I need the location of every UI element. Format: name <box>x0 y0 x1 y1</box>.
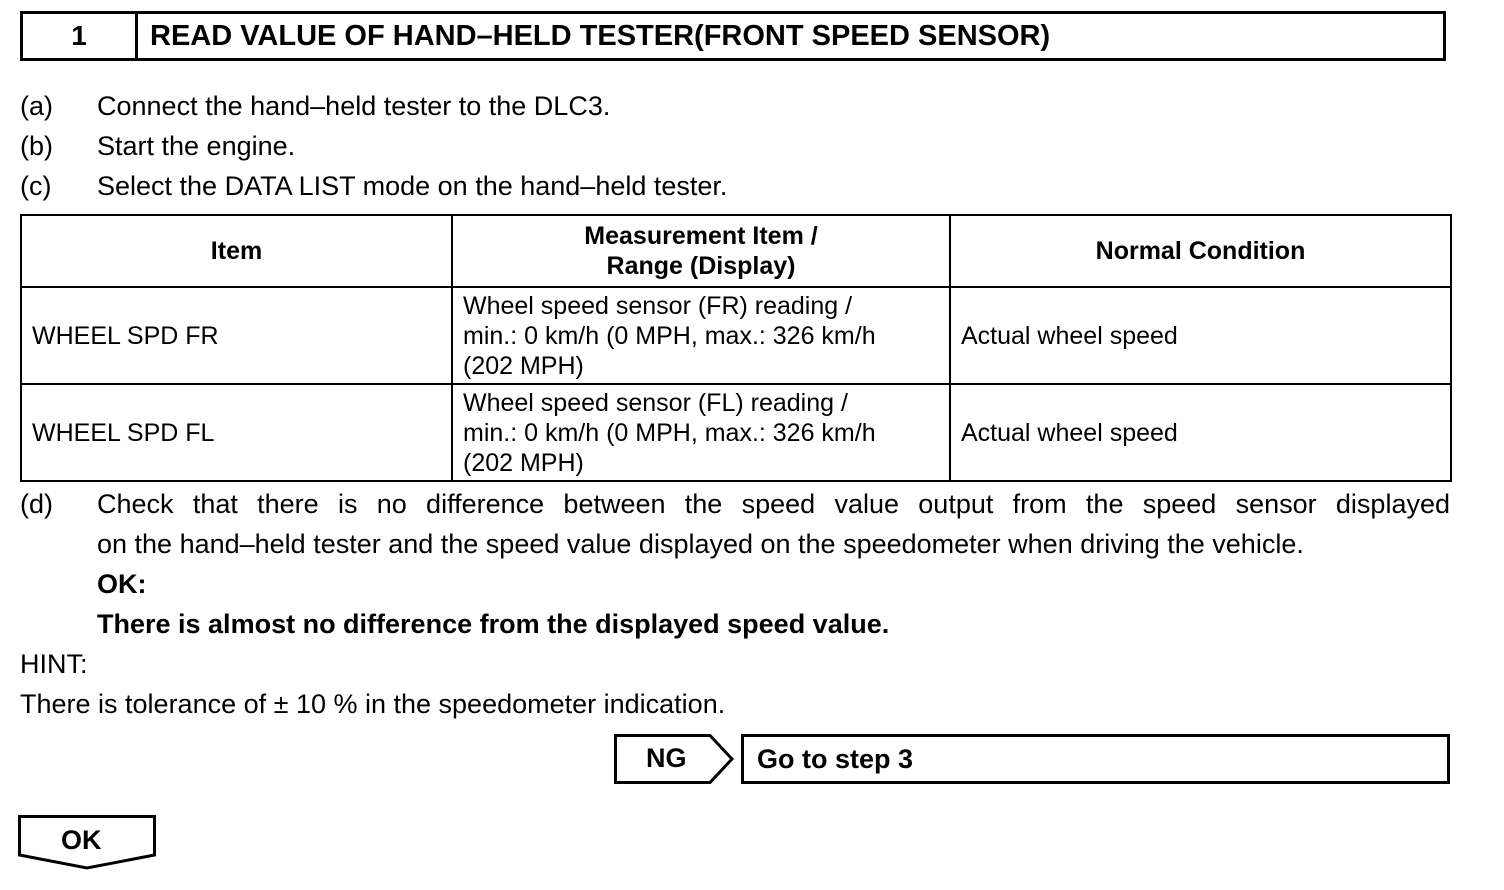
ok-spec-label: OK: <box>97 569 147 599</box>
header-item: Item <box>21 215 452 287</box>
ok-spec-text: There is almost no difference from the displayed speed value. <box>97 609 890 639</box>
data-list-table <box>20 214 1452 482</box>
measurement-line: Wheel speed sensor (FR) reading / <box>463 291 853 320</box>
cell-normal-condition: Actual wheel speed <box>950 384 1451 481</box>
cell-measurement <box>452 287 950 384</box>
table-row <box>21 384 1451 481</box>
instruction-text: Connect the hand–held tester to the DLC3. <box>97 91 611 121</box>
cell-item: WHEEL SPD FR <box>21 287 452 384</box>
instruction-letter: (c) <box>20 171 52 201</box>
ng-goto-box[interactable]: Go to step 3 <box>741 734 1450 784</box>
header-normal-condition: Normal Condition <box>950 215 1451 287</box>
header-measurement <box>452 215 950 287</box>
ok-branch[interactable] <box>18 815 156 870</box>
step-number: 1 <box>23 14 138 58</box>
hint-label: HINT: <box>20 649 88 679</box>
table-row <box>21 287 1451 384</box>
cell-measurement <box>452 384 950 481</box>
step-header <box>20 11 1446 61</box>
ok-label: OK <box>61 825 102 855</box>
measurement-line: min.: 0 km/h (0 MPH, max.: 326 km/h <box>463 321 876 350</box>
instruction-text: Select the DATA LIST mode on the hand–held tester. <box>97 171 728 201</box>
measurement-line: Wheel speed sensor (FL) reading / <box>463 388 848 417</box>
ng-label: NG <box>646 743 687 773</box>
instruction-letter: (b) <box>20 131 53 161</box>
header-measurement-line1: Measurement Item / <box>584 222 818 250</box>
header-measurement-line2: Range (Display) <box>606 252 796 280</box>
measurement-line: min.: 0 km/h (0 MPH, max.: 326 km/h <box>463 418 876 447</box>
cell-normal-condition: Actual wheel speed <box>950 287 1451 384</box>
instruction-letter: (d) <box>20 489 53 519</box>
instruction-letter: (a) <box>20 91 53 121</box>
check-line-1: Check that there is no difference between the speed value output from the speed sensor displayed <box>97 489 1450 519</box>
measurement-line: (202 MPH) <box>463 351 584 380</box>
table-header-row <box>21 215 1451 287</box>
hint-text: There is tolerance of ± 10 % in the speedometer indication. <box>20 689 726 719</box>
measurement-line: (202 MPH) <box>463 448 584 477</box>
check-line-2: on the hand–held tester and the speed value displayed on the speedometer when driving the vehicle. <box>97 529 1304 559</box>
step-title: READ VALUE OF HAND–HELD TESTER(FRONT SPEED SENSOR) <box>150 19 1051 52</box>
ng-branch[interactable] <box>614 734 734 784</box>
instruction-text: Start the engine. <box>97 131 296 161</box>
cell-item: WHEEL SPD FL <box>21 384 452 481</box>
